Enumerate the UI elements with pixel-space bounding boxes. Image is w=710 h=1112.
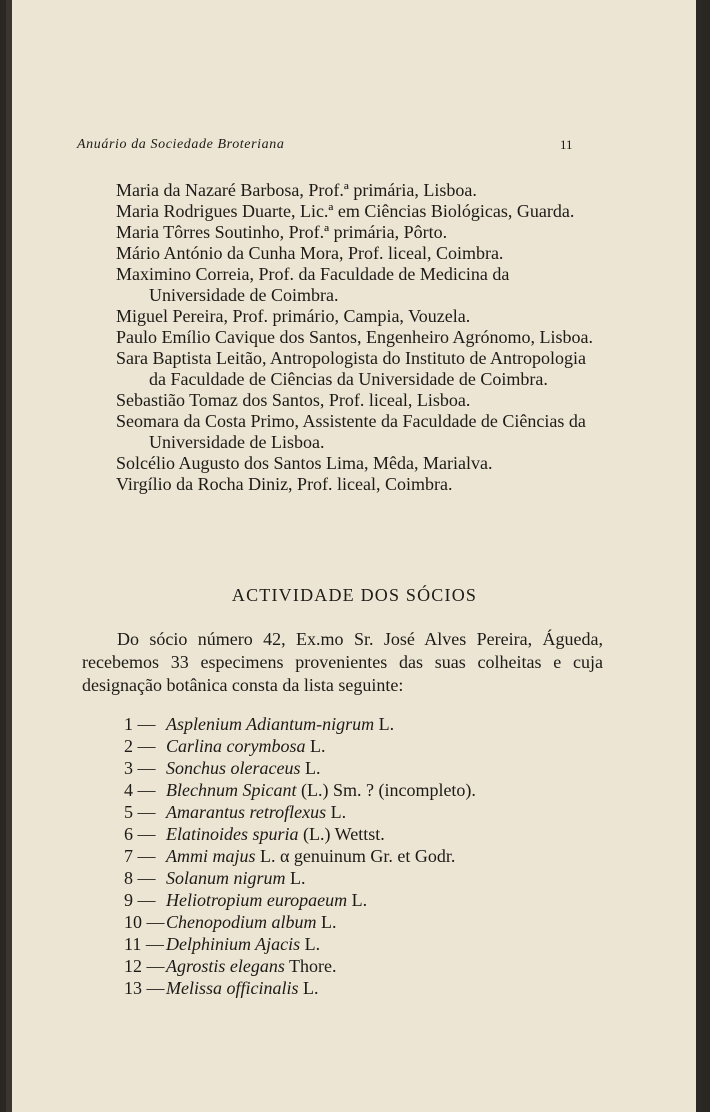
species-author: L. α genuinum Gr. et Godr. [255, 846, 456, 866]
species-author: Thore. [284, 956, 337, 976]
species-item [124, 779, 594, 801]
species-name: Ammi majus [166, 846, 256, 866]
species-number: 9 — [124, 890, 156, 910]
member-entry: Sebastião Tomaz dos Santos, Prof. liceal, Lisboa. [116, 390, 471, 410]
page-edge-left [6, 0, 12, 1112]
species-number: 11 — [124, 934, 164, 954]
species-author: L. [300, 934, 321, 954]
member-entry: Maria da Nazaré Barbosa, Prof.ª primária, Lisboa. [116, 180, 477, 200]
species-author: L. [326, 802, 347, 822]
species-number: 13 — [124, 978, 165, 998]
species-number: 4 — [124, 780, 156, 800]
species-author: L. [298, 978, 319, 998]
intro-paragraph: Do sócio número 42, Ex.mo Sr. José Alves Pereira, Águeda, recebemos 33 especimens provenientes das suas colheitas e cuja designação botânica consta da lista seguinte: [82, 629, 603, 695]
species-author: L. [374, 714, 395, 734]
section-heading: ACTIVIDADE DOS SÓCIOS [231, 585, 478, 605]
species-name: Heliotropium europaeum [166, 890, 348, 910]
species-item [124, 823, 594, 845]
species-author: (L.) Wettst. [298, 824, 385, 844]
species-author: L. [285, 868, 306, 888]
member-entry: Seomara da Costa Primo, Assistente da Faculdade de Ciências da Universidade de Lisboa. [116, 411, 586, 452]
member-entry: Solcélio Augusto dos Santos Lima, Mêda, Marialva. [116, 453, 493, 473]
member-entry: Sara Baptista Leitão, Antropologista do Instituto de Antropologia da Faculdade de Ciências da Universidade de Coimbra. [116, 348, 586, 389]
species-item [124, 845, 594, 867]
section-intro [82, 628, 603, 697]
member-entry: Virgílio da Rocha Diniz, Prof. liceal, Coimbra. [116, 474, 453, 494]
species-number: 8 — [124, 868, 156, 888]
species-number: 5 — [124, 802, 156, 822]
species-name: Carlina corymbosa [166, 736, 306, 756]
species-item [124, 735, 594, 757]
species-name: Amarantus retroflexus [166, 802, 327, 822]
species-author: L. [347, 890, 368, 910]
species-item [124, 757, 594, 779]
species-item [124, 911, 594, 933]
species-item [124, 713, 594, 735]
species-item [124, 889, 594, 911]
species-name: Agrostis elegans [166, 956, 285, 976]
species-author: L. [316, 912, 337, 932]
species-item [124, 801, 594, 823]
species-name: Delphinium Ajacis [166, 934, 301, 954]
document-page [6, 0, 703, 1112]
species-number: 7 — [124, 846, 156, 866]
species-number: 1 — [124, 714, 156, 734]
page-edge-right [696, 0, 703, 1112]
running-header-title: Anuário da Sociedade Broteriana [77, 137, 285, 152]
member-entry: Paulo Emílio Cavique dos Santos, Engenheiro Agrónomo, Lisboa. [116, 327, 593, 347]
species-number: 10 — [124, 912, 165, 932]
species-name: Sonchus oleraceus [166, 758, 301, 778]
member-entry: Miguel Pereira, Prof. primário, Campia, Vouzela. [116, 306, 471, 326]
species-name: Blechnum Spicant [166, 780, 297, 800]
species-name: Chenopodium album [166, 912, 317, 932]
species-list [124, 713, 594, 999]
species-author: (L.) Sm. ? (incompleto). [296, 780, 476, 800]
species-number: 12 — [124, 956, 165, 976]
species-item [124, 933, 594, 955]
member-entry: Maximino Correia, Prof. da Faculdade de Medicina da Universidade de Coimbra. [116, 264, 510, 305]
member-entry: Mário António da Cunha Mora, Prof. liceal, Coimbra. [116, 243, 504, 263]
species-item [124, 955, 594, 977]
species-name: Elatinoides spuria [166, 824, 299, 844]
species-name: Solanum nigrum [166, 868, 286, 888]
member-entry: Maria Rodrigues Duarte, Lic.ª em Ciências Biológicas, Guarda. [116, 201, 575, 221]
species-author: L. [300, 758, 321, 778]
species-author: L. [305, 736, 326, 756]
species-number: 3 — [124, 758, 156, 778]
page-number: 11 [560, 137, 573, 152]
species-name: Asplenium Adiantum-nigrum [166, 714, 375, 734]
member-list [116, 180, 606, 495]
species-number: 2 — [124, 736, 156, 756]
species-item [124, 867, 594, 889]
species-number: 6 — [124, 824, 156, 844]
species-item [124, 977, 594, 999]
member-entry: Maria Tôrres Soutinho, Prof.ª primária, Pôrto. [116, 222, 448, 242]
species-name: Melissa officinalis [166, 978, 299, 998]
